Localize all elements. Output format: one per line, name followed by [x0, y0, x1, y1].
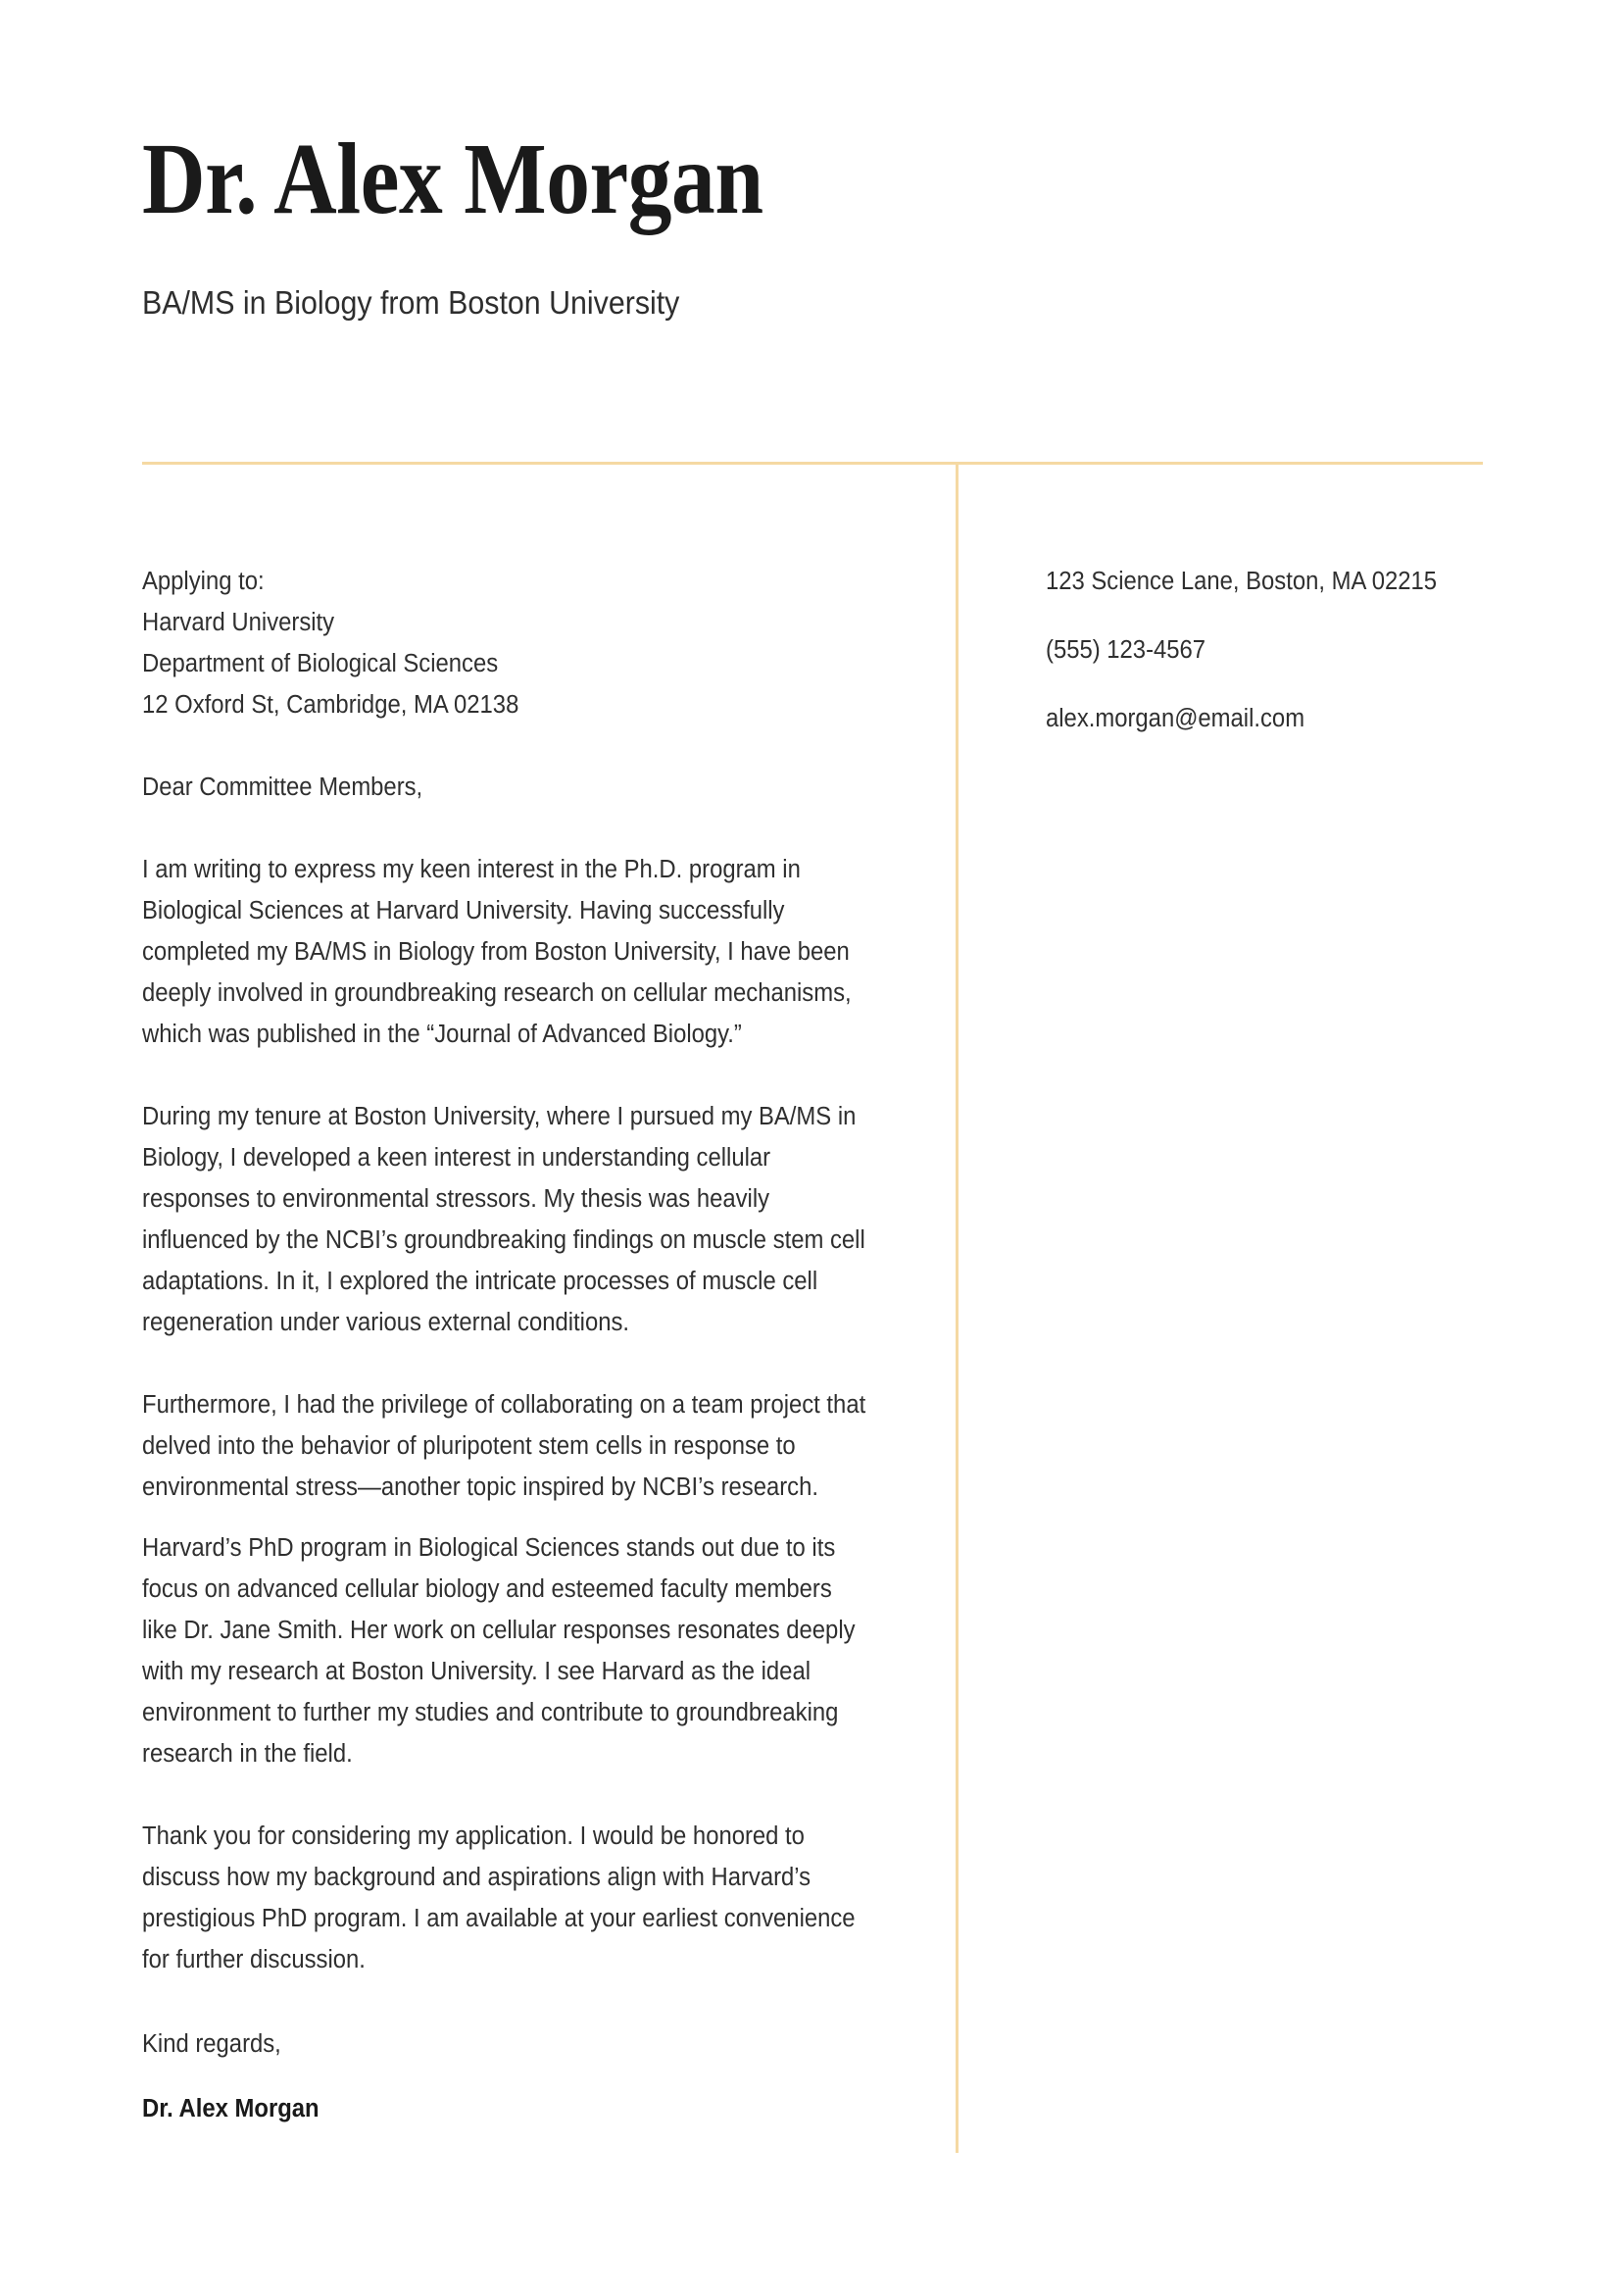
letter-paragraph-4: Harvard’s PhD program in Biological Sciences stands out due to its focus on advanced cellular biology and esteemed faculty members like Dr. Jane Smith. Her work on cellular responses resonates deeply with my research at Boston University. I see Harvard as the ideal environment to further my studies and contribute to groundbreaking research in the field. — [142, 1534, 856, 1768]
letter-paragraph-3: Furthermore, I had the privilege of collaborating on a team project that delved into the behavior of pluripotent stem cells in response to environmental stress—another topic inspired by NCBI’s research. — [142, 1391, 866, 1501]
header-divider-rule — [142, 462, 1483, 465]
contact-email[interactable]: alex.morgan@email.com — [1046, 705, 1305, 732]
letter-paragraph-2: During my tenure at Boston University, where I pursued my BA/MS in Biology, I developed a keen interest in understanding cellular responses to environmental stressors. My thesis was heavily influenced by the NCBI’s groundbreaking findings on muscle stem cell adaptations. In it, I explored the intricate processes of muscle cell regeneration under various external conditions. — [142, 1103, 865, 1336]
contact-column — [1046, 561, 1477, 739]
contact-phone[interactable]: (555) 123-4567 — [1046, 636, 1206, 664]
letter-paragraph-1: I am writing to express my keen interest in the Ph.D. program in Biological Sciences at Harvard University. Having successfully completed my BA/MS in Biology from Boston University, I have been deeply involved in groundbreaking research on cellular mechanisms, which was published in the “Journal of Advanced Biology.” — [142, 856, 852, 1048]
recipient-street-address: 12 Oxford St, Cambridge, MA 02138 — [142, 691, 519, 719]
recipient-organization: Harvard University — [142, 609, 335, 636]
letter-body-column — [142, 561, 872, 2129]
letter-paragraph-5: Thank you for considering my application. I would be honored to discuss how my background and aspirations align with Harvard’s prestigious PhD program. I am available at your earliest convenience for further discussion. — [142, 1822, 856, 1973]
credential-subtitle: BA/MS in Biology from Boston University — [142, 284, 680, 322]
salutation: Dear Committee Members, — [142, 774, 423, 801]
applying-to-label: Applying to: — [142, 568, 265, 595]
column-divider-rule — [956, 464, 959, 2153]
closing-salutation: Kind regards, — [142, 2030, 281, 2058]
recipient-address-block — [142, 561, 872, 725]
page-title: Dr. Alex Morgan — [142, 123, 763, 235]
recipient-department: Department of Biological Sciences — [142, 650, 499, 677]
contact-address: 123 Science Lane, Boston, MA 02215 — [1046, 568, 1437, 595]
letter-header — [142, 123, 1485, 324]
signature-name: Dr. Alex Morgan — [142, 2095, 320, 2122]
